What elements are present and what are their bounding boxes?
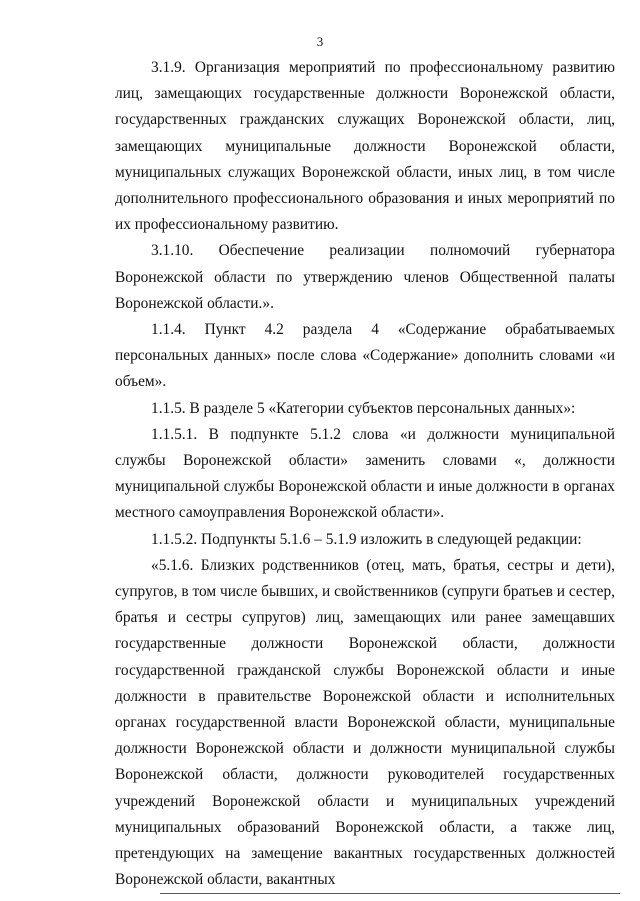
bottom-rule-line	[160, 893, 620, 894]
paragraph-1-1-5-1: 1.1.5.1. В подпункте 5.1.2 слова «и должности муниципальной службы Воронежской области» заменить словами «, должности муниципальной службы Воронежской области и иные должности в органах местного самоуправления Воронежской области».	[115, 425, 615, 522]
paragraph-1-1-4: 1.1.4. Пункт 4.2 раздела 4 «Содержание обрабатываемых персональных данных» после слова «Содержание» дополнить словами «и объем».	[115, 321, 615, 391]
document-body	[115, 55, 615, 894]
page-number: 3	[316, 34, 324, 49]
paragraph-1-1-5-2: 1.1.5.2. Подпункты 5.1.6 – 5.1.9 изложить в следующей редакции:	[151, 530, 582, 548]
paragraph-1-1-5: 1.1.5. В разделе 5 «Категории субъектов персональных данных»:	[151, 399, 576, 417]
paragraph-5-1-6: «5.1.6. Близких родственников (отец, мать, братья, сестры и дети), супругов, в том числе бывших, и свойственников (супруги братьев и сестер, братья и сестры супругов) лиц, замещающих или ранее замещавших государственные должности Воронежской области, должности государственной гражданской службы Воронежской области и иные должности в правительстве Воронежской области и исполнительных органах государственной власти Воронежской области, муниципальные должности Воронежской области и должности муниципальной службы Воронежской области, должности руководителей государственных учреждений Воронежской области и муниципальных учреждений муниципальных образований Воронежской области, а также лиц, претендующих на замещение вакантных государственных должностей Воронежской области, вакантных	[115, 556, 615, 889]
paragraph-3-1-9: 3.1.9. Организация мероприятий по профессиональному развитию лиц, замещающих государственные должности Воронежской области, государственных гражданских служащих Воронежской области, лиц, замещающих муниципальные должности Воронежской области, муниципальных служащих Воронежской области, иных лиц, в том числе дополнительного профессионального образования и иных мероприятий по их профессиональному развитию.	[115, 59, 615, 234]
paragraph-3-1-10: 3.1.10. Обеспечение реализации полномочий губернатора Воронежской области по утверждению членов Общественной палаты Воронежской области.».	[115, 242, 615, 312]
